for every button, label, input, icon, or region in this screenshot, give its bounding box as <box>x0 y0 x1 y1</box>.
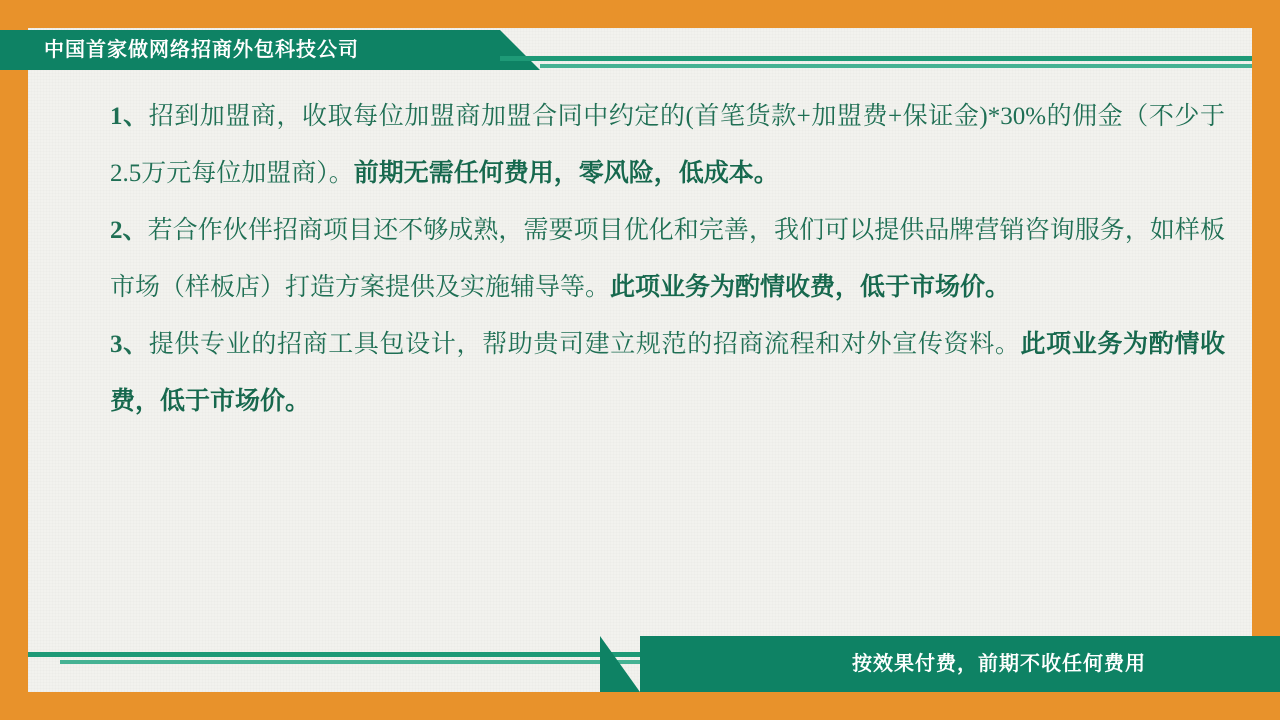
paragraph-2-number: 2、 <box>110 217 148 244</box>
paragraph-1 <box>110 88 1225 202</box>
footer-tagline: 按效果付费，前期不收任何费用 <box>852 653 1146 675</box>
header-rule-primary <box>500 56 1252 61</box>
paragraph-1-text: 招到加盟商，收取每位加盟商加盟合同中约定的(首笔货款+加盟费+保证金)*30%的佣金（不少于2.5万元每位加盟商）。 <box>110 103 1225 187</box>
paragraph-3-text: 提供专业的招商工具包设计，帮助贵司建立规范的招商流程和对外宣传资料。 <box>148 331 1021 358</box>
paragraph-3-number: 3、 <box>110 331 149 358</box>
paragraph-2 <box>110 202 1225 316</box>
paragraph-2-highlight: 此项业务为酌情收费，低于市场价。 <box>610 274 1011 301</box>
page-title: 中国首家做网络招商外包科技公司 <box>44 39 359 61</box>
paragraph-3-highlight: 此项业务为酌情收费，低于市场价。 <box>110 331 1225 415</box>
paragraph-1-highlight: 前期无需任何费用，零风险，低成本。 <box>353 160 779 187</box>
paragraph-3 <box>110 316 1225 430</box>
paragraph-1-number: 1、 <box>110 103 149 130</box>
header-rule-secondary <box>540 64 1252 68</box>
paragraph-2-text: 若合作伙伴招商项目还不够成熟，需要项目优化和完善，我们可以提供品牌营销咨询服务，如样板市场（样板店）打造方案提供及实施辅导等。 <box>110 217 1225 301</box>
body-content <box>110 88 1225 430</box>
